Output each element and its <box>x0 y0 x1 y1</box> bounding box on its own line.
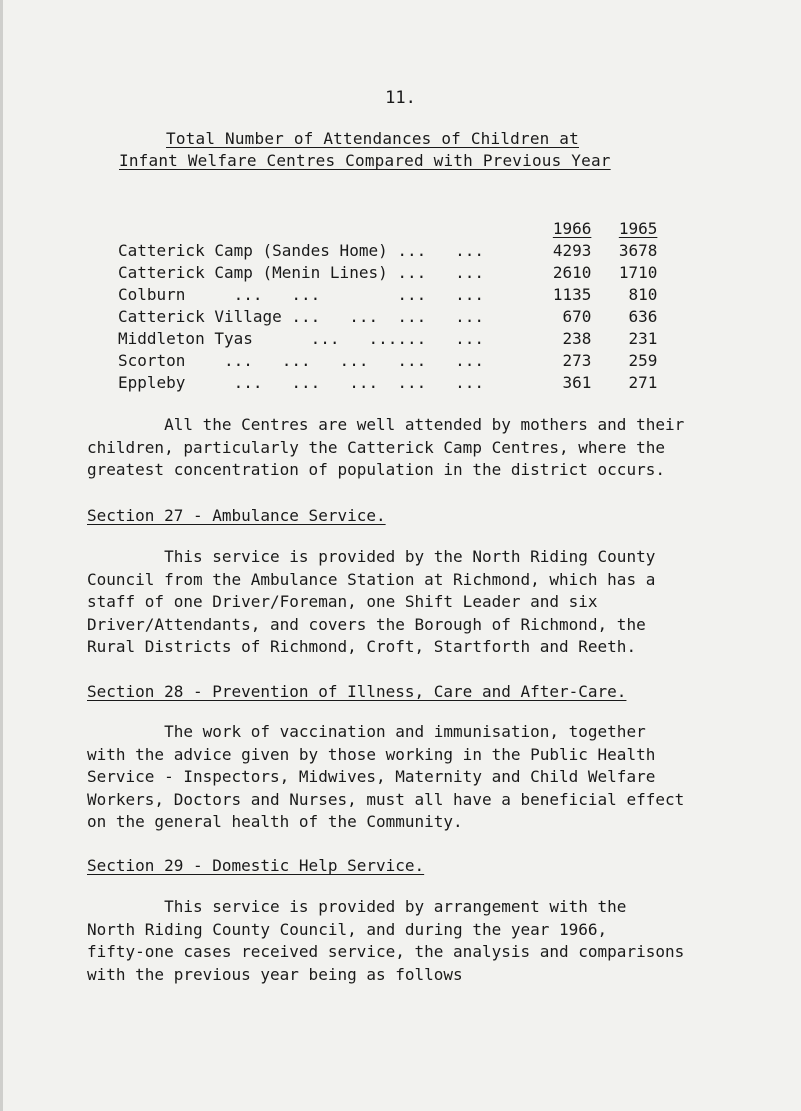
paragraph-line: with the previous year being as follows <box>87 964 463 984</box>
paragraph-line: on the general health of the Community. <box>87 812 463 831</box>
centre-name-cell: Middleton Tyas ... ... <box>118 329 398 348</box>
section-27-heading: Section 27 - Ambulance Service. <box>87 506 386 525</box>
section-28-paragraph <box>87 721 684 834</box>
table-header-row <box>118 219 657 241</box>
paragraph-line: The work of vaccination and immunisation, together <box>87 722 646 741</box>
attendance-1966-cell: 670 <box>562 307 592 326</box>
paragraph-line: staff of one Driver/Foreman, one Shift Leader and six <box>87 592 598 611</box>
table-title-line-2: Infant Welfare Centres Compared with Previous Year <box>119 151 611 170</box>
attendance-1966-cell: 273 <box>562 351 592 370</box>
table-row <box>118 351 657 373</box>
table-row <box>118 285 657 307</box>
attendance-1966-cell: 361 <box>562 373 592 392</box>
section-29-heading: Section 29 - Domestic Help Service. <box>87 856 425 875</box>
attendance-1965-cell: 231 <box>628 329 658 348</box>
attendance-table <box>118 219 657 395</box>
table-row <box>118 307 657 329</box>
paragraph-line: North Riding County Council, and during the year 1966, <box>87 919 608 939</box>
paragraph-line: Workers, Doctors and Nurses, must all have a beneficial effect <box>87 789 685 809</box>
column-header-1965: 1965 <box>618 219 658 238</box>
attendance-1965-cell: 271 <box>628 373 658 392</box>
paragraph-line: children, particularly the Catterick Camp Centres, where the <box>87 437 665 457</box>
centre-name-cell: Catterick Camp (Sandes Home) <box>118 241 388 260</box>
leader-dots-cell: ... ... <box>397 285 485 304</box>
page-number: 11. <box>385 88 416 108</box>
attendance-1965-cell: 1710 <box>618 263 658 282</box>
leader-dots-cell: ... ... <box>397 307 485 326</box>
table-row <box>118 373 657 395</box>
section-27-paragraph <box>87 546 655 659</box>
leader-dots-cell: ... ... <box>397 263 485 282</box>
leader-dots-cell: ... ... <box>397 351 485 370</box>
centre-name-cell: Scorton ... ... ... <box>118 351 369 370</box>
paragraph-line: This service is provided by the North Riding County <box>87 547 656 566</box>
attendance-1965-cell: 636 <box>628 307 658 326</box>
section-28-heading: Section 28 - Prevention of Illness, Care and After-Care. <box>87 682 627 701</box>
paragraph-line: fifty-one cases received service, the analysis and comparisons <box>87 942 685 961</box>
paragraph-line: greatest concentration of population in the district occurs. <box>87 460 665 479</box>
table-title-line-1: Total Number of Attendances of Children at <box>166 129 579 148</box>
paragraph-line: All the Centres are well attended by mothers and their <box>87 415 685 434</box>
attendance-1966-cell: 2610 <box>552 263 592 282</box>
paragraph-line: This service is provided by arrangement with the <box>87 897 627 916</box>
attendance-1966-cell: 1135 <box>552 285 592 304</box>
centres-paragraph <box>87 414 684 482</box>
attendance-1966-cell: 238 <box>562 329 592 348</box>
attendance-1966-cell: 4293 <box>552 241 592 260</box>
centre-name-cell: Eppleby ... ... ... <box>118 373 379 392</box>
paragraph-line: Service - Inspectors, Midwives, Maternity and Child Welfare <box>87 767 656 786</box>
leader-dots-cell: ... ... <box>397 241 485 260</box>
table-row <box>118 241 657 263</box>
paragraph-line: with the advice given by those working in the Public Health <box>87 744 656 764</box>
column-header-1966: 1966 <box>552 219 592 238</box>
centre-name-cell: Colburn ... ... <box>118 285 321 304</box>
leader-dots-cell: ... ... <box>397 373 485 392</box>
attendance-1965-cell: 259 <box>628 351 658 370</box>
table-row <box>118 329 657 351</box>
table-row <box>118 263 657 285</box>
centre-name-cell: Catterick Village ... ... <box>118 307 379 326</box>
paragraph-line: Driver/Attendants, and covers the Borough of Richmond, the <box>87 614 646 634</box>
attendance-1965-cell: 810 <box>628 285 658 304</box>
centre-name-cell: Catterick Camp (Menin Lines) <box>118 263 388 282</box>
leader-dots-cell: ... ... <box>397 329 485 348</box>
paragraph-line: Council from the Ambulance Station at Richmond, which has a <box>87 569 656 589</box>
paragraph-line: Rural Districts of Richmond, Croft, Startforth and Reeth. <box>87 637 637 656</box>
page-edge <box>0 0 3 1111</box>
section-29-paragraph <box>87 896 684 986</box>
attendance-1965-cell: 3678 <box>618 241 658 260</box>
